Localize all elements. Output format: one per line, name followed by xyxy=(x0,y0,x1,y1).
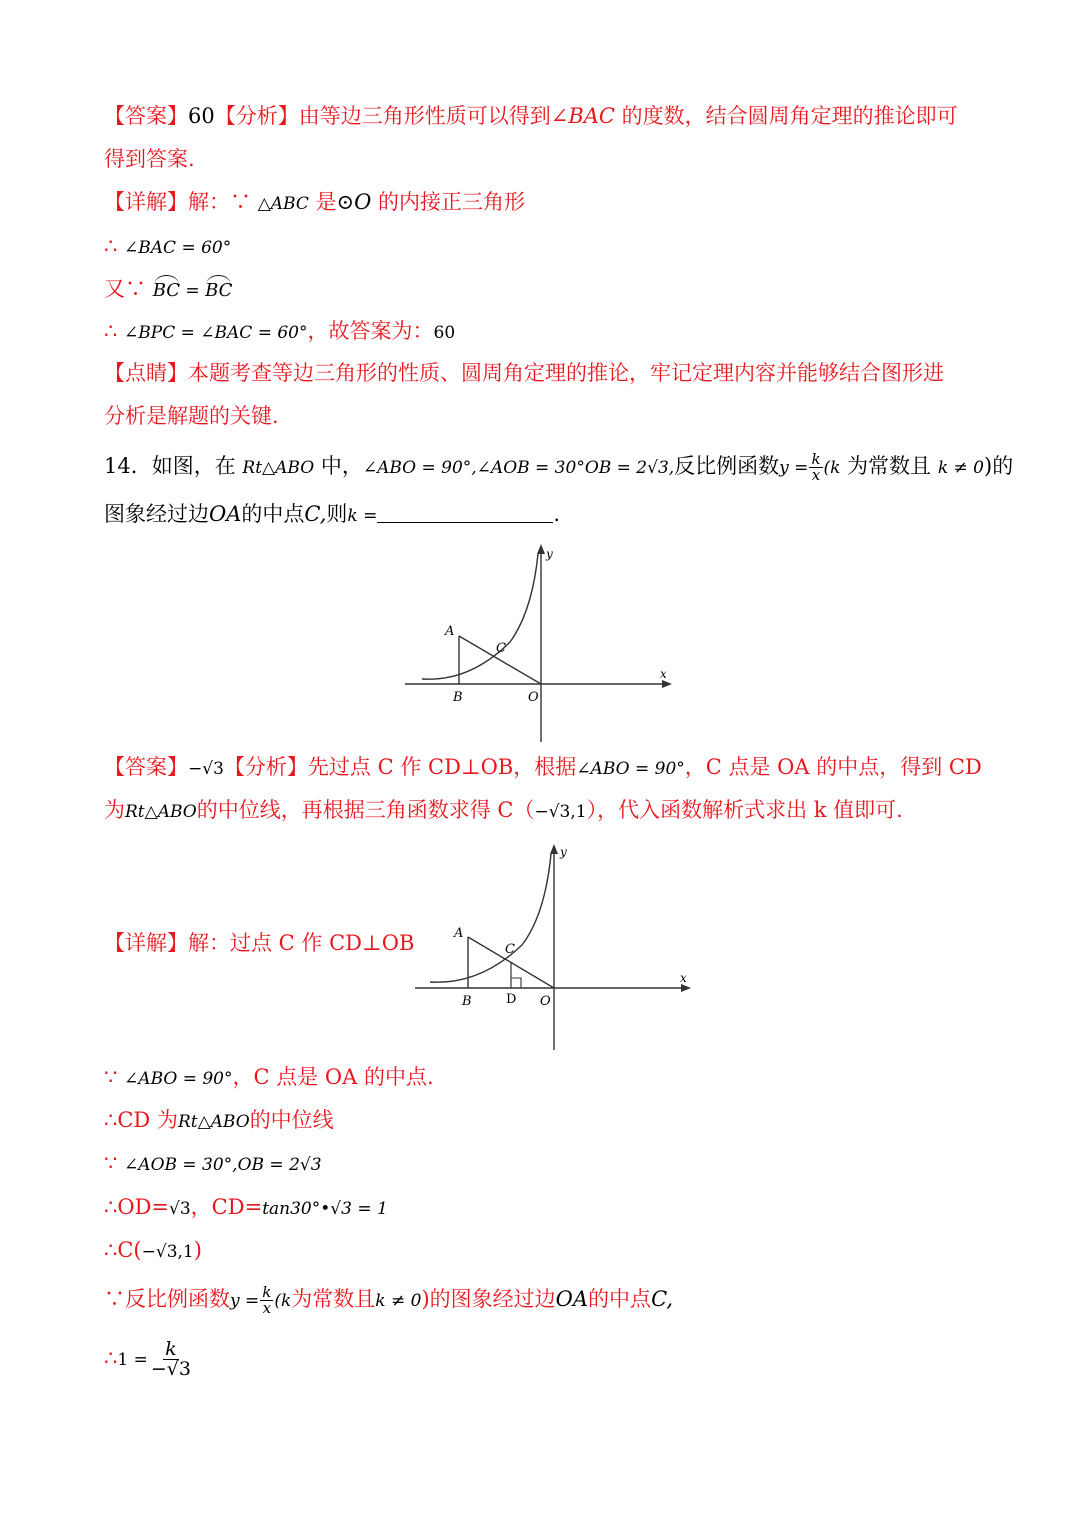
fig1-label-y: y xyxy=(546,547,553,561)
stem-text: 则 xyxy=(326,502,348,526)
math-expression: ∠BPC = ∠BAC = 60° xyxy=(124,323,308,343)
comment-tag: 【点睛】 xyxy=(104,361,188,385)
q13-step-3 xyxy=(104,319,455,344)
step-text: ∵反比例函数 xyxy=(104,1287,230,1311)
step-text: ∴CD 为 xyxy=(104,1108,178,1132)
math-expression: ∠AOB = 30°,OB = 2√3 xyxy=(124,1155,322,1175)
answer-value: 60 xyxy=(188,104,215,128)
point-c-coordinates: −√3,1 xyxy=(141,1242,194,1262)
math-expression: ∠BAC = 60° xyxy=(124,238,232,258)
math-expression: tan30°•√3 = 1 xyxy=(262,1199,388,1219)
q13-answer-line xyxy=(104,104,958,129)
math-k: k = xyxy=(347,506,378,526)
answer-tag: 【答案】 xyxy=(104,104,188,128)
fraction-denominator: x xyxy=(262,1299,272,1317)
function-y: y = xyxy=(230,1291,260,1311)
q14-answer-line xyxy=(104,755,982,780)
step-text: )的图象经过边 xyxy=(421,1287,556,1311)
fraction-numerator: k xyxy=(811,450,821,468)
final-value: 60 xyxy=(433,323,456,343)
segment-oa: OA xyxy=(555,1287,589,1311)
fig1-label-c: C xyxy=(496,641,506,656)
circle-o: ⊙O xyxy=(336,190,372,214)
fraction-numerator: k xyxy=(262,1283,272,1301)
step-text: ，C 点是 OA 的中点. xyxy=(232,1065,434,1089)
step-text: ) xyxy=(193,1238,202,1262)
q14-step-7 xyxy=(104,1340,194,1379)
q14-step-4 xyxy=(104,1195,388,1220)
analysis-text: 先过点 C 作 CD⊥OB，根据 xyxy=(307,755,577,779)
arc-bc: BC xyxy=(152,280,181,301)
q14-step-6 xyxy=(104,1285,673,1316)
q13-detail-line xyxy=(104,190,525,215)
analysis-text: 的度数，结合圆周角定理的推论即可 xyxy=(615,104,958,128)
segment-oa: OA xyxy=(209,502,242,526)
stem-text: 反比例函数 xyxy=(674,454,780,478)
fig2-label-o: O xyxy=(540,994,551,1009)
figure-2-graph xyxy=(410,840,700,1050)
q14-step-2 xyxy=(104,1108,334,1133)
stem-text: )的 xyxy=(984,454,1014,478)
stem-text: 图象经过边 xyxy=(104,502,209,526)
step-text: ∴C( xyxy=(104,1238,142,1262)
math-expression: ∠ABO = 90° xyxy=(124,1069,233,1089)
fig2-label-c: C xyxy=(505,942,515,957)
math-expression: ∠ABO = 90°,∠AOB = 30°OB = 2√3, xyxy=(362,458,675,478)
analysis-tag: 【分析】 xyxy=(214,104,299,128)
stem-text: 为常数且 xyxy=(840,454,938,478)
step-text: ∴OD= xyxy=(104,1195,170,1219)
fig2-label-d: D xyxy=(506,992,517,1007)
triangle-abo: Rt△ABO xyxy=(125,802,197,822)
analysis-text: ），代入函数解析式求出 k 值即可. xyxy=(586,798,903,822)
analysis-text: 由等边三角形性质可以得到 xyxy=(298,104,551,128)
q13-analysis-cont: 得到答案. xyxy=(104,147,195,171)
q14-stem-line-1 xyxy=(104,452,1013,483)
detail-tag: 【详解】 xyxy=(104,190,188,214)
analysis-tag: 【分析】 xyxy=(223,755,308,779)
math-expression: ∠ABO = 90° xyxy=(576,759,685,779)
answer-value: −√3 xyxy=(188,759,224,779)
because-symbol: ∵ xyxy=(104,1065,125,1089)
point-c-coordinates: −√3,1 xyxy=(534,802,587,822)
analysis-text: ，C 点是 OA 的中点，得到 CD xyxy=(684,755,982,779)
answer-tag: 【答案】 xyxy=(104,755,188,779)
q13-step-1 xyxy=(104,234,231,259)
q14-step-1 xyxy=(104,1065,434,1090)
stem-text: 中， xyxy=(314,454,363,478)
q14-step-5 xyxy=(104,1238,202,1263)
detail-tag: 【详解】 xyxy=(104,931,188,955)
equals-sign: = xyxy=(180,281,206,301)
q14-step-3 xyxy=(104,1151,322,1176)
step-text: ，CD= xyxy=(190,1195,263,1219)
step-text: 的中点 xyxy=(588,1287,652,1311)
math-k: (k xyxy=(823,458,841,478)
step-text: 为常数且 xyxy=(291,1287,376,1311)
fig1-label-b: B xyxy=(453,690,463,705)
fig1-label-x: x xyxy=(660,667,667,681)
analysis-text: 的中位线，再根据三角函数求得 C（ xyxy=(196,798,535,822)
triangle-abc: △ABC xyxy=(257,194,309,214)
q14-stem-line-2 xyxy=(104,502,560,527)
triangle-abo: Rt△ABO xyxy=(242,458,315,478)
detail-text: 是 xyxy=(308,190,337,214)
period: . xyxy=(553,502,561,526)
angle-bac: ∠BAC xyxy=(550,104,615,128)
therefore-symbol: ∴ xyxy=(104,1346,118,1370)
fig2-label-y: y xyxy=(560,845,567,859)
function-y: y = xyxy=(779,458,809,478)
detail-text: 解：过点 C 作 CD⊥OB xyxy=(188,931,415,955)
answer-blank[interactable] xyxy=(377,504,553,523)
fraction-k-over-x xyxy=(809,452,822,483)
therefore-symbol: ∴ xyxy=(104,234,125,258)
fig2-label-x: x xyxy=(680,971,687,985)
fraction-denominator: x xyxy=(811,466,821,484)
math-expression: √3 xyxy=(169,1199,191,1219)
q14-analysis-cont xyxy=(104,798,903,823)
point-c: C, xyxy=(304,502,327,526)
q13-step-2 xyxy=(104,277,232,302)
math-condition: k ≠ 0 xyxy=(375,1291,422,1311)
fraction-k-over-x xyxy=(260,1285,273,1316)
because-symbol: 又∵ xyxy=(104,277,153,301)
triangle-abo: Rt△ABO xyxy=(177,1112,250,1132)
detail-text: 的内接正三角形 xyxy=(371,190,526,214)
question-number: 14．如图，在 xyxy=(104,454,243,478)
arc-bc: BC xyxy=(205,280,233,301)
fig2-label-b: B xyxy=(462,994,472,1009)
fraction-k-over-neg-root3 xyxy=(149,1340,193,1379)
q14-detail-line xyxy=(104,931,414,956)
fraction-numerator: k xyxy=(165,1338,177,1360)
fig2-label-a: A xyxy=(454,926,464,941)
therefore-symbol: ∴ xyxy=(104,319,125,343)
fig1-label-a: A xyxy=(445,624,455,639)
math-condition: k ≠ 0 xyxy=(937,458,984,478)
fig1-label-o: O xyxy=(528,690,539,705)
q13-comment-cont: 分析是解题的关键. xyxy=(104,404,279,428)
because-symbol: ∵ xyxy=(104,1151,125,1175)
figure-1-graph xyxy=(400,542,680,742)
detail-text: ，故答案为： xyxy=(307,319,434,343)
math-k: (k xyxy=(274,1291,292,1311)
q13-comment-line xyxy=(104,361,944,386)
comment-text: 本题考查等边三角形的性质、圆周角定理的推论，牢记定理内容并能够结合图形进 xyxy=(188,361,944,385)
detail-text: 解：∵ xyxy=(188,190,258,214)
analysis-text: 为 xyxy=(104,798,125,822)
stem-text: 的中点 xyxy=(241,502,305,526)
point-c: C, xyxy=(651,1287,674,1311)
step-text: 的中位线 xyxy=(249,1108,334,1132)
math-expression: 1 = xyxy=(117,1350,148,1370)
fraction-denominator: −√3 xyxy=(150,1358,191,1380)
